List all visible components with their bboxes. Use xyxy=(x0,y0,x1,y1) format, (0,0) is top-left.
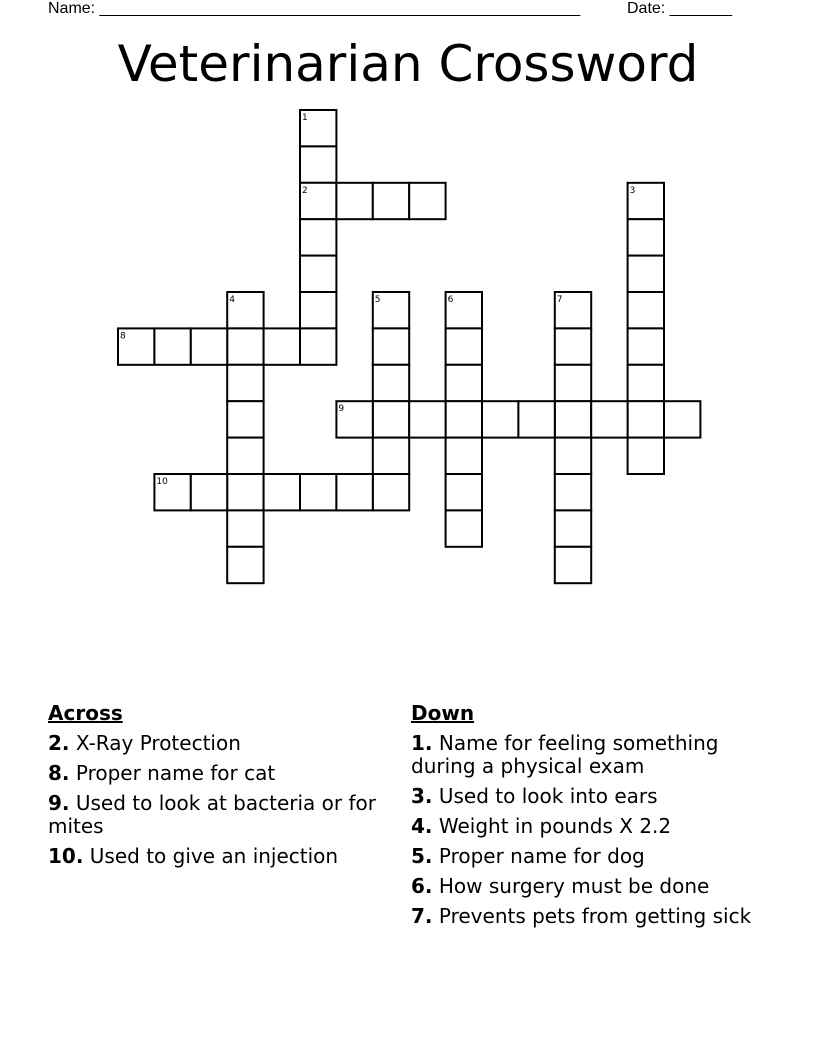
clue-number: 2. xyxy=(48,731,70,755)
grid-cell[interactable] xyxy=(373,438,409,474)
grid-cell[interactable] xyxy=(373,474,409,510)
grid-cell[interactable] xyxy=(555,401,591,437)
across-clue xyxy=(48,762,393,785)
grid-cell[interactable] xyxy=(300,146,336,182)
clue-text: Weight in pounds X 2.2 xyxy=(438,814,672,838)
across-clue xyxy=(48,792,393,838)
grid-cell[interactable] xyxy=(446,328,482,364)
clue-number: 4. xyxy=(411,814,433,838)
grid-cell[interactable] xyxy=(446,510,482,546)
grid-cell[interactable] xyxy=(300,292,336,328)
grid-cell[interactable] xyxy=(227,328,263,364)
across-heading: Across xyxy=(48,701,123,725)
grid-cell[interactable] xyxy=(446,474,482,510)
grid-cell[interactable] xyxy=(628,219,664,255)
grid-cell[interactable] xyxy=(628,401,664,437)
down-clue xyxy=(411,815,761,838)
grid-cell[interactable] xyxy=(555,474,591,510)
down-clue xyxy=(411,785,761,808)
grid-cell[interactable] xyxy=(300,256,336,292)
cell-number: 10 xyxy=(156,477,168,487)
clue-number: 5. xyxy=(411,844,433,868)
grid-cell[interactable] xyxy=(191,328,227,364)
clue-text: Used to look into ears xyxy=(438,784,658,808)
grid-cell[interactable] xyxy=(264,474,300,510)
cell-number: 2 xyxy=(302,185,308,196)
grid-cell[interactable] xyxy=(628,438,664,474)
cell-number: 8 xyxy=(120,331,126,342)
page-title: Veterinarian Crossword xyxy=(117,35,699,93)
down-clue xyxy=(411,875,761,898)
grid-cell[interactable] xyxy=(227,547,263,583)
clue-text: X-Ray Protection xyxy=(75,731,241,755)
cell-number: 7 xyxy=(556,295,563,305)
clue-text: Proper name for cat xyxy=(75,761,276,785)
cell-number: 5 xyxy=(374,295,381,305)
clue-text: Used to give an injection xyxy=(89,844,339,868)
grid-cell[interactable] xyxy=(227,365,263,401)
grid-cell[interactable] xyxy=(373,365,409,401)
clue-text: Proper name for dog xyxy=(438,844,645,868)
grid-cell[interactable] xyxy=(300,219,336,255)
clue-number: 8. xyxy=(48,761,70,785)
grid-cell[interactable] xyxy=(628,365,664,401)
grid-cell[interactable] xyxy=(591,401,627,437)
cell-number: 3 xyxy=(629,185,636,196)
down-clue xyxy=(411,905,761,928)
grid-cell[interactable] xyxy=(446,438,482,474)
across-clue xyxy=(48,845,393,868)
grid-cell[interactable] xyxy=(264,328,300,364)
grid-cell[interactable] xyxy=(628,256,664,292)
clue-text: Name for feeling something during a physical exam xyxy=(411,731,719,778)
grid-cell[interactable] xyxy=(555,365,591,401)
clue-number: 6. xyxy=(411,874,433,898)
grid-cell[interactable] xyxy=(336,183,372,219)
across-clue xyxy=(48,732,393,755)
grid-cell[interactable] xyxy=(555,547,591,583)
name-field-line: Name: ______________________________________________________ xyxy=(48,0,581,17)
grid-cell[interactable] xyxy=(555,510,591,546)
grid-cell[interactable] xyxy=(300,474,336,510)
grid-cell[interactable] xyxy=(373,183,409,219)
grid-cell[interactable] xyxy=(446,365,482,401)
clue-number: 9. xyxy=(48,791,70,815)
down-clue xyxy=(411,732,761,778)
grid-cell[interactable] xyxy=(300,328,336,364)
grid-cell[interactable] xyxy=(409,183,445,219)
grid-cell[interactable] xyxy=(555,438,591,474)
grid-cell[interactable] xyxy=(154,328,190,364)
grid-cell[interactable] xyxy=(373,328,409,364)
grid-cell[interactable] xyxy=(227,510,263,546)
across-clues xyxy=(48,702,393,875)
grid-cell[interactable] xyxy=(227,401,263,437)
clue-number: 3. xyxy=(411,784,433,808)
cell-number: 6 xyxy=(447,295,454,305)
clue-number: 10. xyxy=(48,844,84,868)
grid-cell[interactable] xyxy=(628,328,664,364)
grid-cell[interactable] xyxy=(227,438,263,474)
cell-number: 9 xyxy=(338,404,345,415)
grid-cell[interactable] xyxy=(446,401,482,437)
grid-cell[interactable] xyxy=(482,401,518,437)
cell-number: 4 xyxy=(229,295,235,305)
clue-text: Prevents pets from getting sick xyxy=(438,904,752,928)
date-field-line: Date: _______ xyxy=(627,0,732,17)
down-clues xyxy=(411,702,761,935)
down-clue xyxy=(411,845,761,868)
grid-cell[interactable] xyxy=(336,474,372,510)
clue-text: How surgery must be done xyxy=(438,874,710,898)
cell-number: 1 xyxy=(302,113,308,123)
grid-cell[interactable] xyxy=(409,401,445,437)
grid-cell[interactable] xyxy=(518,401,554,437)
grid-cell[interactable] xyxy=(227,474,263,510)
down-heading: Down xyxy=(411,701,475,725)
grid-cell[interactable] xyxy=(373,401,409,437)
clue-number: 1. xyxy=(411,731,433,755)
clue-number: 7. xyxy=(411,904,433,928)
grid-cell[interactable] xyxy=(628,292,664,328)
clue-text: Used to look at bacteria or for mites xyxy=(48,791,376,838)
grid-cell[interactable] xyxy=(191,474,227,510)
grid-cell[interactable] xyxy=(664,401,700,437)
grid-cell[interactable] xyxy=(555,328,591,364)
